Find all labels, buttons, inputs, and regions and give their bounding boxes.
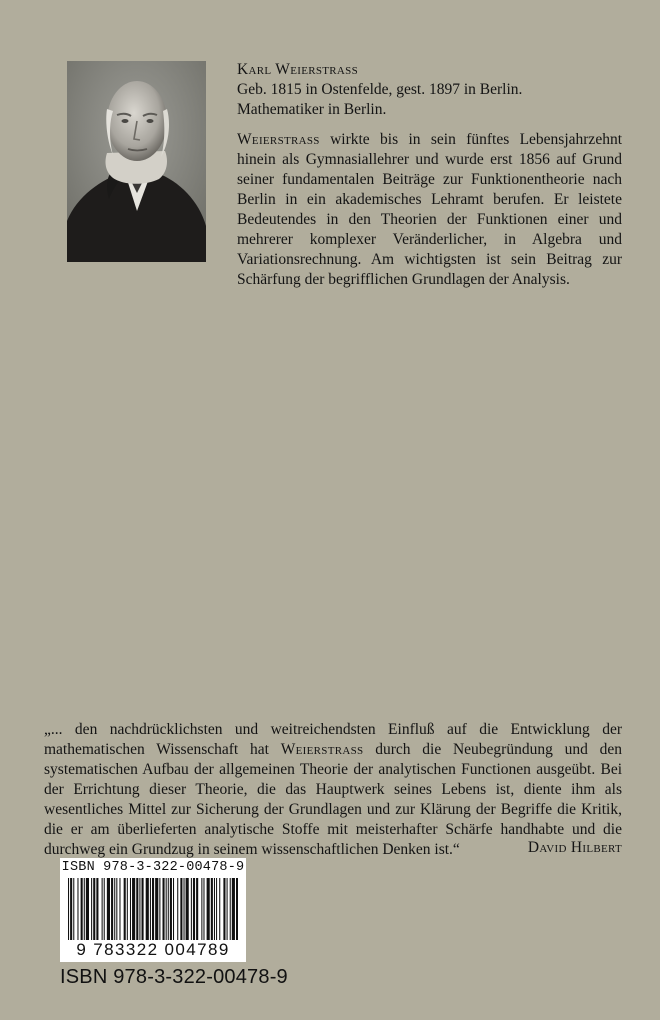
barcode-bar (180, 878, 182, 940)
barcode-bar (84, 878, 85, 940)
quote-author-name: Weierstrass (280, 741, 364, 758)
barcode-bar (102, 878, 103, 940)
quote-part-1: „... den nachdrücklichsten und weitreichendsten Einfluß auf die Entwicklung der mathematischen Wissenschaft hat (44, 721, 622, 758)
barcode-bar (130, 878, 131, 940)
barcode-bar (230, 878, 231, 940)
barcode-bar (163, 878, 165, 940)
barcode-bar (136, 878, 138, 940)
barcode-bar (119, 878, 120, 940)
barcode-bar (159, 878, 160, 940)
isbn-barcode (60, 858, 246, 962)
barcode-bar (96, 878, 98, 940)
barcode-bar (196, 878, 198, 940)
barcode-bar (73, 878, 74, 940)
barcode-bar (142, 878, 144, 940)
barcode-bar (227, 878, 228, 940)
author-role: Mathematiker in Berlin. (237, 101, 387, 118)
barcode-bar (91, 878, 92, 940)
barcode-bar (104, 878, 105, 940)
barcode-bars (68, 878, 238, 940)
barcode-bar (116, 878, 117, 940)
barcode-bar (81, 878, 83, 940)
barcode-bar (191, 878, 192, 940)
barcode-bar (232, 878, 235, 940)
barcode-bar (124, 878, 126, 940)
barcode-bar (184, 878, 185, 940)
barcode-bar (201, 878, 202, 940)
barcode-bar (207, 878, 210, 940)
author-name: Karl Weierstrass (237, 61, 359, 78)
barcode-bar (155, 878, 158, 940)
barcode-bar (93, 878, 95, 940)
barcode-bar (203, 878, 204, 940)
author-biography (237, 130, 622, 290)
barcode-bar (127, 878, 128, 940)
barcode-bar (68, 878, 69, 940)
barcode-isbn-label: ISBN 978-3-322-00478-9 (61, 860, 245, 875)
barcode-bar (70, 878, 72, 940)
barcode-bar (177, 878, 178, 940)
barcode-bar (170, 878, 172, 940)
portrait-illustration (67, 61, 206, 262)
barcode-bar (211, 878, 213, 940)
barcode-bar (214, 878, 215, 940)
barcode-bar (132, 878, 135, 940)
barcode-bar (86, 878, 89, 940)
author-life-dates: Geb. 1815 in Ostenfelde, gest. 1897 in Berlin. (237, 81, 523, 98)
barcode-bar (139, 878, 140, 940)
portrait-photo (67, 61, 206, 262)
quote-attribution: David Hilbert (527, 839, 622, 856)
barcode-digits: 9 783322 004789 (76, 940, 230, 959)
author-header (237, 60, 637, 120)
barcode-bar (146, 878, 149, 940)
barcode-bar (166, 878, 167, 940)
barcode-bar (152, 878, 154, 940)
barcode-bar (223, 878, 225, 940)
barcode-bar (186, 878, 189, 940)
bio-author-name: Weierstrass (237, 131, 320, 148)
barcode-bar (150, 878, 151, 940)
barcode-bar (107, 878, 110, 940)
barcode-bar (216, 878, 217, 940)
barcode-bar (236, 878, 238, 940)
barcode-bar (219, 878, 220, 940)
isbn-number: ISBN 978-3-322-00478-9 (60, 966, 288, 988)
barcode-bar (168, 878, 169, 940)
bio-text: wirkte bis in sein fünftes Lebensjahrzehnt hinein als Gymnasiallehrer und wurde erst 1856 auf Grund seiner fundamentalen Beiträge zur Funktionentheorie nach Berlin in ein akademisches Lehramt berufen. Er leistete Bedeutendes in den Theorien der Funktionen einer und mehrerer komplexer Veränderlicher, in Algebra und Variationsrechnung. Am wichtigsten ist sein Beitrag zur Schärfung der begrifflichen Grundlagen der Analysis. (237, 131, 622, 288)
barcode-bar (173, 878, 174, 940)
barcode-bar (111, 878, 113, 940)
barcode-bar (77, 878, 78, 940)
quote-part-2: durch die Neubegründung und den systematischen Aufbau der allgemeinen Theorie der analytischen Functionen ausgeübt. Bei der Errichtung dieser Theorie, die das Hauptwerk seines Lebens ist, diente ihm als wesentliches Mittel zur Sicherung der Grundlagen und zur Klärung der Begriffe die Kritik, die er am überlieferten analytische Stoffe mit meisterhafter Schärfe handhabte und die durchweg ein Grundzug in seinem wissenschaftlichen Denken ist.“ (44, 741, 623, 858)
barcode-bar (114, 878, 115, 940)
barcode-bar (193, 878, 195, 940)
